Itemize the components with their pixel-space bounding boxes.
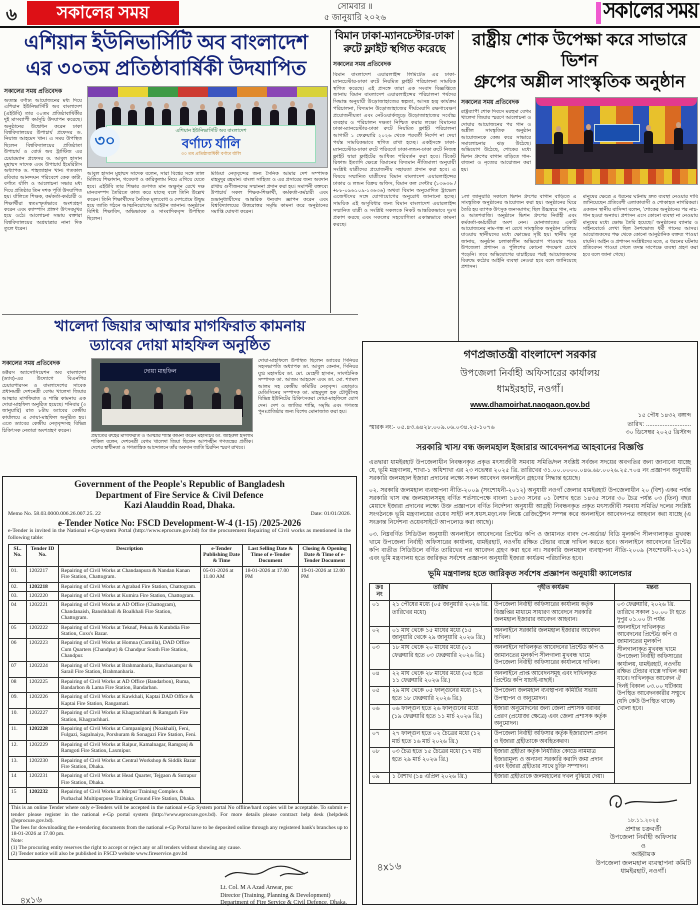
cell-sl: 05 [9,623,27,639]
logo-pink-bar-icon [596,2,601,24]
cell-desc: Repairing of Civil Works at Head Quarter, Tejgaon & Sutrapur Fire Station, Dhaka. [59,772,201,788]
jolmohal-signer-title1: উপজেলা নির্বাহী অফিসার [609,834,677,842]
aub-body-col1: অত্যন্ত বর্ণাঢ্য আয়োজনের মধ্য দিয়ে এশিয়ান ইউনিভার্সিটি অব বাংলাদেশ (এইউবি) তার ৩০তম প্রতিষ্ঠাবার্ষিকীর দুই মাসব্যাপী কর্মসূচি উদযাপন করেছে। অনুষ্ঠানের উদ্বোধন করেন ঢাকা বিশ্ববিদ্যালয়ের উপাচার্য প্রফেসর ড. নিয়াজ আহমেদ খান। এ সময় উপস্থিত ছিলেন বিশ্ববিদ্যালয়ের প্রতিষ্ঠাতা উপাচার্য ও বোর্ড অব ট্রাস্টিজ এর চেয়ারম্যান প্রফেসর ড. আবুল হাসান মুহাম্মদ সাদেক এবং উপাচার্য ইমেরিটাস অধ্যাপক ড. শাহজাহান খান। গতকাল রবিবার আনন্দঘন পরিবেশে কেক কাটা, বর্ণাঢ্য র্যালি ও আলোচনা সভার মধ্য দিয়ে প্রতিষ্ঠার তিন দশক পূর্তি উদযাপিত হয়। র্যালিতে শিক্ষক, কর্মকর্তা-কর্মচারী ও শিক্ষার্থীরা স্বতঃস্ফূর্তভাবে অংশগ্রহণ করেন এবং ক্যাম্পাস প্রাঙ্গণ উৎসবমুখর হয়ে ওঠে। আলোচনা সভায় বক্তারা বিশ্ববিদ্যালয়ের অগ্রযাত্রার নানা দিক তুলে ধরেন। [4,98,82,233]
col-date: তারিখ [390,583,492,601]
column-rule [458,30,459,342]
col-desc: Description [59,544,201,566]
jolmohal-gov-line3: ধামইরহাট, নওগাঁ। [496,384,564,395]
jolmohal-signer-title2: আহ্বায়ক [631,851,656,859]
cell-publishing-date: 05-01-2026 at 11.00 AM [201,566,243,803]
vision-headline-line2: গ্রুপের অশ্লীল সাংস্কৃতিক অনুষ্ঠান [473,73,686,91]
signature-icon [603,790,683,814]
tender-table-header [9,544,351,566]
column-rule [330,30,331,313]
jolmohal-notice [362,341,698,905]
cell-action: উপজেলা নির্বাহী অফিসার কর্তৃক ইজারাদেশ প্রদান ও ইজারা গ্রহীতাকে অবহিতকরণ। [492,730,615,748]
cell-id: 1202226 [27,693,59,709]
biman-body-p1: বিমান বাংলাদেশ এয়ারলাইন্স লিমিটেড এর ঢাকা-ম্যানচেস্টার-ঢাকা রুটে নিয়মিত ফ্লাইট পরিচালনা সাময়িক স্থগিত করেছে। এই প্রসঙ্গে তারা এক সংবাদ বিজ্ঞপ্তিতে জানায় বিমান বাংলাদেশ এয়ারলাইন্সের পরিচালনা পর্ষদের সিদ্ধান্ত অনুযায়ী উড়োজাহাজের স্বল্পতা, আসন্ন হজ্ব কার্যক্রম পরিচালনা, বিদ্যমান উড়োজাহাজের দীর্ঘমেয়াদি রক্ষণাবেক্ষণ প্রয়োজনীয়তা এবং নেটওয়ার্কজুড়ে উড়োজাহাজের সর্বোচ্চ ব্যবহার ও পরিচালন দক্ষতা নিশ্চিত করার লক্ষ্যে বিমানের ঢাকা-ম্যানচেস্টার-ঢাকা রুটে নিয়মিত ফ্লাইট পরিচালনা আগামী ১ ফেব্রুয়ারি ২০২৬ থেকে পরবর্তী নির্দেশ না দেয়া পর্যন্ত সাময়িকভাবে স্থগিত রাখা হচ্ছে। একইসঙ্গে ঢাকা-ম্যানচেস্টার-ঢাকা রুটে পরিবর্তে ঢাকা-লন্ডন-ঢাকা রুটে নিজস্ব ফ্লাইট দ্বারা ফ্লাইটের আধিক্য পরিবর্তন করা হবে। [333,72,456,160]
cell-desc: Repairing of Civil Works at Homna (Comilla), DAD Office Cum Quarters (Chandpur) & Chandpur South Fire Station, Chandpur. [59,639,201,661]
cell-action: ইজারা গ্রহীতা কর্তৃক নির্ধারিত কোডে নামমাত্র ইজারামূল্য ও অন্যান্য সরকারি করাদি জমা প্রদান এবং ইজারা গ্রহীতার সাথে চুক্তি সম্পাদন। [492,748,615,773]
cell-desc: Repairing of Civil Works at Chandanpura & Nandan Kanan Fire Station, Chattogram. [59,566,201,582]
signature-icon [220,864,310,882]
tender-footer [8,804,351,860]
calendar-header [370,583,691,601]
stage-valance [536,98,697,106]
cell-last-selling-date: 18-01-2026 at 17.00 PM [243,566,299,803]
dua-photo-caption: প্রয়াতের রুহের মাগফিরাত ও আত্মার শান্তি কামনা করেন মহাসচিব ডা. জহিরুল ইসলাম শাকিল বলেন, দেশনেত্রী বেগম খালেদা জিয়া ছিলেন আপসহীন গণতন্ত্রের প্রতীক। দেশের স্বাধীনতা ও গণতান্ত্রিক আন্দোলনে তাঁর অবদান জাতি চিরদিন স্মরণ রাখবে। [91,434,253,451]
cell-action: ইজারা গ্রহীতাকে জলমহালের দখল বুঝিয়ে দেয়া। [492,773,615,783]
cell-closing-date: 19-01-2026 at 12.00 PM [299,566,351,803]
cell-sl: 04 [9,601,27,623]
calendar-table [369,583,691,784]
article-aub [4,30,328,312]
masthead-date [290,1,420,23]
cell-desc: Repairing of Civil Works at Raipur, Kamalnagar, Ramgonj & Ramgoti Fire Station, Laxmipur. [59,740,201,756]
cell-desc: Repairing of Civil Works at Khagrachhari & Ramgarh Fire Station, Khagrachhari. [59,709,201,725]
cell-sl: 10. [9,709,27,725]
rally-photo [87,86,328,168]
vision-body-col2: ১লা জানুয়ারি সকালে ভিশন গ্রুপের বাগান বাড়িতে এ সাংস্কৃতিক অনুষ্ঠানের আয়োজন করা হয়। অনুষ্ঠানের ঘিরে তৈরি হয় ব্যাপক উৎসুক জনসমাগম; ছিল উচ্চস্বরে গান, নাচ ও আতশবাজি। অনুষ্ঠানে ভিশন গ্রুপের নির্বাহী এবং কর্মকর্তা-কর্মচারীরা অংশ নেন। মোনাজাতের একটি আয়োজনের নাম-গন্ধ না রেখে সাংস্কৃতিক অনুষ্ঠান চালিয়ে যাওয়ায় স্থানীয়দের মধ্যে ক্ষোভের সৃষ্টি হয়। স্থানীয় সূত্র জানায়, অনুষ্ঠান চলাকালীন অভিযোগ পাওয়ার পরও উপজেলা প্রশাসন ও পুলিশের কোনো পদক্ষেপ চোখে পড়েনি। তবে অভিযোগের যাচাইয়ের পরই আয়োজকদের বিরুদ্ধে কঠোর আইনি ব্যবস্থা নেওয়া হবে বলে জানিয়েছে প্রশাসন। [461,194,577,271]
tender-note-label: Note: [11,837,23,844]
tender-notice-no: e-Tender Notice No: FSCD Development-W-4 (1-15) /2025-2026 [57,518,302,528]
cell-remark: ০৩ ফেব্রুয়ারি, ২০২৬ খ্রি. তারিখে সকাল ১০.০০ টা হতে দুপুর ০১.০০ টা পর্যন্ত অনলাইনে দাখিলকৃত আবেদনের প্রিন্টেড কপি ও জামানতের মূলকপি সীলগালাকৃত মুখবন্ধ খামে উপজেলা নির্বাহী অফিসারের কার্যালয়, ধামইরহাট, নওগাঁয় রক্ষিত টেন্ডার বাক্সে দাখিল করা যাবে। দাখিলকৃত আবেদন ঐ দিনই বিকাল ০৩.০০ ঘটিকায় উপস্থিত আবেদনকারীর সম্মুখে (যদি কেউ উপস্থিত থাকে) খোলা হবে। [615,601,691,784]
date-label: তারিখ: ........................... [627,421,691,428]
cell-sl: 11. [9,724,27,740]
cell-no: ০৪ [370,669,390,687]
tender-date: Date: 01/01/2026. [310,511,351,517]
tender-signer-title1: Director (Training, Planning & Development) [220,892,331,899]
tender-signer-title2: Department of Fire Service & Civil Defence, Dhaka. [220,900,347,907]
cell-sl: 12. [9,740,27,756]
cell-sl: 13. [9,756,27,772]
cell-sl: 06 [9,639,27,661]
masthead-logo [596,1,698,25]
cell-no: ০৯ [370,773,390,783]
cell-id: 1202227 [27,709,59,725]
performer [554,132,563,154]
tender-foot-p2: The fees for downloading the e-tendering documents from the national e-Gp Portal have to be deposited online through any registered bank's branches up to 18-01-2026 at 17.00 pm. [11,824,348,838]
cell-desc: Repairing of Civil Works at Companigonj (Noakhali), Feni, Fulgazi, Sagalnaiya, Porshuram & Sonagazi Fire Station, Feni. [59,724,201,740]
performer [584,130,593,152]
jolmohal-para1: এতদ্বারা ধামইরহাট উপজেলাধীন নিবন্ধনকৃত প্রকৃত মৎস্যজীবী সমবায় সমিতি/দল সংশ্লিষ্ট সর্বজন সদয়ের অবগতির জন্য জানানো যাচ্ছে যে, ভূমি মন্ত্রণালয়, শাখা-১ অধিশাখা এর ২৩ নভেম্বর ২০২৫ খ্রি. তারিখের ৩১.০০.০০০০.০৪৬.৬৮.০০২৬.২৫.৭০৪ নং প্রজ্ঞাপন অনুযায়ী সরকারি জলমহাল ইজারা প্রদানের লক্ষ্যে সকল আবেদন অনলাইনে গ্রহণের সিদ্ধান্ত হয়েছে। [369,459,691,482]
table-row [9,566,351,582]
dua-byline: সকালের সময় প্রতিবেদক [2,361,61,367]
cell-date: ২৭ ফাল্গুন হতে ০২ চৈত্রের মধ্যে (১২ মার্চ হতে ১৬ মার্চ ২০২৬ খ্রি.) [390,730,492,748]
cell-sl: 09. [9,693,27,709]
masthead-date-line: ৫ জানুয়ারি ২০২৬ [323,12,387,22]
cell-desc: Repairing of Civil Works at Kumira Fire Station, Chattogram. [59,592,201,601]
jolmohal-signer-title3: উপজেলা জলমহাল ব্যবস্থাপনা কমিটি [595,859,691,867]
cell-id: 1202224 [27,661,59,677]
dua-photo-banner: দোয়া মাহফিল [100,363,220,381]
col-no: ক্রঃ নং [370,583,390,601]
jolmohal-signer-name: প্রশান্ত চক্রবর্তী [625,825,662,833]
signature-date: ১৮.১১.২০২৫ [627,818,660,825]
dua-body-col1: ডক্টরস অ্যাসোসিয়েশন অব বাংলাদেশ (ড্যাব)-এর উদ্যোগে বিএনপির চেয়ারপারসন ও বাংলাদেশের সাবেক প্রধানমন্ত্রী দেশনেত্রী বেগম খালেদা জিয়ার আত্মার মাগফিরাত ও শান্তি কামনায় এক দোয়া-মাহফিল অনুষ্ঠিত হয়েছে। শনিবার (৩ জানুয়ারি) রাত ৮টায় ড্যাবের কেন্দ্রীয় কার্যালয়ে এ দোয়া-মাহফিল অনুষ্ঠিত হয়। এতে ড্যাবের কেন্দ্রীয় নেতৃবৃন্দসহ বিভিন্ন চিকিৎসক নেতারা অংশগ্রহণ করেন। [2,370,86,434]
article-vision [461,30,698,342]
cell-desc: Repairing of Civil Works at Kawkhali, Kaptai DAD Office & Kaptai Fire Station, Rangamati. [59,693,201,709]
cell-action: উপজেলা নির্বাহী অফিসারের কার্যালয় কর্তৃক বিজ্ঞপ্তির মাধ্যমে সাধারণ আবেদনে সরকারি জলমহাল ইজারার আবেদন আহবান। [492,601,615,626]
cell-action: অনলাইনে সরকারি জলমহাল ইজারার আবেদন দাখিল। [492,626,615,644]
ad-size-mark: ৪x১৬ [376,861,402,874]
jolmohal-website-link[interactable]: www.dhamoirhat.naogaon.gov.bd [470,400,590,409]
flower-row [536,169,697,184]
article-biman [333,30,456,342]
vision-byline: সকালের সময় প্রতিবেদক [461,100,520,106]
cell-action: উপজেলা জলমহাল ব্যবস্থাপনা কমিটির সভায় উপস্থাপন ও অনুমোদন। [492,687,615,705]
tender-note2: (2) Tender notice will also be published in FSCD website www.fireservice.gov.bd [11,851,188,858]
tender-notice [2,476,357,905]
masthead-day: সোমবার ॥ [337,1,373,11]
cell-date: ০৩ চৈত্র হতে ১৫ চৈত্রের মধ্যে (১৭ মার্চ হতে ২৯ মার্চ ২০২৬ খ্রি.) [390,748,492,773]
jolmohal-gov-line1: গণপ্রজাতন্ত্রী বাংলাদেশ সরকার [463,349,597,361]
cell-desc: Repairing of Civil Works at Central Workshop & Siddik Bazar Fire Station, Dhaka. [59,756,201,772]
cell-id: 1202232 [27,788,59,804]
cell-id: 1202218 [27,582,59,591]
cell-sl: 15 [9,788,27,804]
stage-signboard [594,124,640,142]
cell-sl: 03. [9,592,27,601]
vision-headline-line1: রাষ্ট্রীয় শোক উপেক্ষা করে সাভারে ভিশন [472,31,687,70]
cell-id: 1202230 [27,756,59,772]
cell-id: 1202217 [27,566,59,582]
cell-id: 1202223 [27,639,59,661]
stage-photo [535,97,698,185]
cell-sl: 08 [9,677,27,693]
cell-date: ০৬ ফাল্গুন হতে ২৬ ফাল্গুনের মধ্যে (১৯ ফেব্রুয়ারি হতে ১১ মার্চ ২০২৬ খ্রি.) [390,705,492,730]
tender-memo: Memo No. 58.03.0000.006.26.007.25. 22 [8,511,101,517]
dua-headline-line2: ড্যাবের দোয়া মাহফিল অনুষ্ঠিত [89,337,271,354]
cell-action: অনলাইনে প্রাপ্ত আবেদনসমূহ এবং দাখিলকৃত প্রিন্টেড কপি যাচাই-বাছাই। [492,669,615,687]
jolmohal-para3: ০৩. নিম্নবর্ণিত সিডিউল অনুযায়ী অনলাইনে আবেদনের প্রিন্টেড কপি ও জামানত বাবদ পে-অর্ডার/ বিডি মূলকপি সীলগালাকৃত মুখবন্ধ খামে উপজেলা নির্বাহী অফিসারের কার্যালয়, ধামইরহাট, নওগাঁয় রক্ষিত টেন্ডার বাক্সে দাখিল করতে হবে। অনলাইনে আবেদনের প্রিন্টেড কপি ব্যতীত সিডিউলে বর্ণিত তারিখের পর আবেদন গ্রহণ করা হবে না। সরকারি জলমহাল ব্যবস্থাপনা নীতি-২০০৯ (সংশোধনী-২০১২) এবং ভূমি মন্ত্রণালয় হতে জারিকৃত সর্বশেষ প্রজ্ঞাপন অনুযায়ী ইজারা কার্যক্রম পরিচালিত হবে। [369,531,691,562]
cell-sl: 14 [9,772,27,788]
tender-note1: (1) The procuring entity reserves the right to accept or reject any or all tenders without showing any cause. [11,844,241,851]
dua-body-col3: দোয়া-মাহফিলে উপস্থিত ছিলেন ড্যাবের সিনিয়র সহসভাপতি অধ্যাপক ডা. আবুল কেনান, সিনিয়র যুগ্ম মহাসচিব ডা. মো. মেহেদী হাসান, সাংগঠনিক সম্পাদক ডা. আজম আহমেদ এবং ডা. মো. শ্যামল আলম সহ কেন্দ্রীয় কমিটির নেতৃবৃন্দ। এছাড়াও মেডিসিনের সম্পাদক ডা. মাহমুদুল হক চৌধুরীসহ বিভিন্ন ইউনিটের চিকিৎসকরা দোয়া-মাহফিলে যোগ দেন। দেশ ও জাতির শান্তি, সমৃদ্ধি এবং গণতন্ত্র পুনঃপ্রতিষ্ঠার জন্য বিশেষ মোনাজাত করা হয়। [258,358,358,416]
rally-banner [106,125,316,163]
jolmohal-gov-line2: উপজেলা নির্বাহী অফিসারের কার্যালয় [460,368,600,379]
ad-size-mark: ৪x১৬ [19,893,43,906]
cell-no: ০২ [370,626,390,644]
jolmohal-memo: স্মারক নং:- ০৫.৪৩.৬৪২৮.০০৯.০৬.০৩৪.২৫-১০৭৬ [369,424,495,431]
bangla-date: ১৫ পৌষ ১৪৩২ বঙ্গাব্দ [637,413,691,419]
biman-body-p2: টিকেট রিফান্ড ইত্যাদি ক্ষেত্রে বিমানের বিদ্যমান নীতিমালা অনুযায়ী সংশ্লিষ্ট যাত্রীদের প্রয়োজনীয় সহায়তা প্রদান করা হবে। এ বিষয়ে সম্মানিত যাত্রীদের বিমান বাংলাদেশ এয়ারলাইন্সের ঢাকার ও লন্ডন বিক্রয় অফিস, বিমান কল সেন্টার (১৩৬৩৬ / +৮৮-০৯৬১০৯-১৩৬৩৬) অথবা বিমান অনুমোদিত ট্রাভেল এজেন্টদের সঙ্গে যোগাযোগের অনুরোধ জানানো হচ্ছে। সাময়িক এই অসুবিধার জন্য বিমান বাংলাদেশ এয়ারলাইন্স সম্মানিত যাত্রী ও সংশ্লিষ্ট সকলকে নিকট আন্তরিকভাবে দুঃখ প্রকাশ করছে এবং সকলের সহযোগিতা একান্তভাবে কামনা করছে। [333,153,456,228]
aub-headline-line1: এশিয়ান ইউনিভার্সিটি অব বাংলাদেশ [24,32,308,54]
rally-banner-sub-text: ৩০ তম প্রতিষ্ঠাবার্ষিকী বর্ণাঢ্য র্যালি [181,151,241,156]
cell-action: ইজারা অনুমোদনের জন্য জেলা প্রশাসক বরাবর প্রেরণ (প্রযোজ্য ক্ষেত্রে) এবং জেলা প্রশাসক কর্তৃক অনুমোদন। [492,705,615,730]
tender-signer-name: Lt. Col. M A Azad Anwar, psc [220,885,293,892]
cell-date: ১৮ মাঘ থেকে ২০ মাঘের মধ্যে (০১ ফেব্রুয়ারি হতে ০৩ ফেব্রুয়ারি ২০২৬ খ্রি.) [390,644,492,669]
cell-action: অনলাইনে দাখিলকৃত আবেদনের প্রিন্টেড কপি ও জামানতের মূলকপি সীলগালা মুখবন্ধ খামে উপজেলা নির্বাহী অফিসারের কার্যালয়ে দাখিল। [492,644,615,669]
dua-headline-line1: খালেদা জিয়ার আত্মার মাগফিরাত কামনায় [54,318,306,335]
rally-banner-main-text: বর্ণাঢ্য র্যালি [181,136,241,151]
calendar-title: ভূমি মন্ত্রণালয় হতে জারিকৃত সর্বশেষ প্রজ্ঞাপন অনুযায়ী ক্যালেন্ডার [428,568,632,578]
gregorian-date: ৩০ ডিসেম্বর ২০২৫ খ্রিস্টাব্দ [625,430,691,436]
col-sell: Last Selling Date & Time of e-Tender Document [243,544,299,566]
masthead-title: সকালের সময় [27,1,179,25]
performer [644,131,653,153]
cell-id: 1202231 [27,772,59,788]
tender-foot-p1: This is an online Tender where only e-Tenders will be accepted in the national e-Gp System portal No offline/hard copies will be acceptable. To submit e-tender please register in the national e-Gp portal system (http://www.eprocure.gov.bd). For more details please contract help desk (helpdesk @eprocure.gov.bd). [11,805,348,825]
col-id: Tender ID No. [27,544,59,566]
biman-byline: সকালের সময় প্রতিবেদক [333,62,392,68]
jolmohal-signer-title4: ধামইরহাট, নওগাঁ। [620,868,667,876]
masthead-logo-text: সকালের সময় [603,0,698,24]
rally-banner-top-text: এশিয়ান ইউনিভার্সিটি অব বাংলাদেশ [175,128,247,134]
aub-byline: সকালের সময় প্রতিবেদক [4,89,63,95]
cell-date: ২৯ মাঘ থেকে ০৫ ফাল্গুনের মধ্যে (১২ হতে ১৮ ফেব্রুয়ারি ২০২৬ খ্রি.) [390,687,492,705]
tender-gov-line2: Department of Fire Service & Civil Defence [95,490,264,500]
cell-id: 1202221 [27,601,59,623]
col-close: Closing & Opening Date & Time of e- Tender Document [299,544,351,566]
cell-desc: Repairing of Civil Works at Mirpur Training Complex & Purbachal Multipurpose Training Ground Fire Station, Dhaka. [59,788,201,804]
tender-table [8,544,351,804]
cell-sl: 07 [9,661,27,677]
aub-30-logo-icon: ৩০ [90,127,120,157]
cell-no: ০৬ [370,705,390,730]
aub-body-col3: মিডিয়া নেতৃবৃন্দের জন্য সৈনিক আমার দেশ সম্পাদক মাহমুদুর রহমান। বাংলা সাহিত্য ও এর প্রসারের জন্য অবদান রাখায় গুণীজনদের সম্মাননা প্রদান করা হয়। সমাপনী বক্তব্যে উপাচার্য সকল শিক্ষক-শিক্ষার্থী, কর্মকর্তা-কর্মচারী এবং শুভানুধ্যায়ীদের আন্তরিক ধন্যবাদ জ্ঞাপন করেন এবং বিশ্ববিদ্যালয়ের উত্তরোত্তর সমৃদ্ধি কামনা করে অনুষ্ঠানের সমাপ্তি ঘোষণা করেন। [210,171,328,216]
biman-headline: বিমান ঢাকা-ম্যানচেস্টার-ঢাকা রুটে ফ্লাইট স্থগিত করেছে [334,30,455,55]
vision-body-col1: রাষ্ট্রব্যাপী শোক দিবসে মরহুমা বেগম খালেদা জিয়ার স্মরণে আলোচনা ও দোয়ার আয়োজনের পর গান ও অশ্লীল সাংস্কৃতিক অনুষ্ঠান আয়োজনকে কেন্দ্র করে সাভারে সমালোচনার ঝড় উঠেছে। অভিযোগ উঠেছে, শোকের মধ্যে ভিশন গ্রুপের বাগান বাড়িতে গান-বাজনা ও নৃত্যের আয়োজন করা হয়। [461,109,531,173]
cell-date: ২২ মাঘ থেকে ২৮ মাঘের মধ্যে (০৫ হতে ১১ ফেব্রুয়ারি ২০২৬ খ্রি.) [390,669,492,687]
aub-body-col2: আবুল হাসান মুহাম্মদ সাদেক বলেন, সারা বিশ্বের সঙ্গে তাল মিলিয়ে শিক্ষাদান, গবেষণা ও কারিকুলাম নিয়ে এগিয়ে যেতে হবে। এইউবি তার শিক্ষার গুণগত মান অক্ষুণ্ন রেখে দক্ষ মানবসম্পদ তৈরিতে কাজ করে যাচ্ছে বলে তিনি উল্লেখ করেন। তিনি শিক্ষার্থীদের নৈতিক মূল্যবোধ ও দেশপ্রেমে উদ্বুদ্ধ হয়ে জাতি গঠনে আত্মনিয়োগের আহ্বান জানান। অনুষ্ঠানে বিশিষ্ট শিক্ষাবিদ, অভিভাবক ও সাংবাদিকবৃন্দ উপস্থিত ছিলেন। [87,171,205,222]
cell-no: ০১ [370,601,390,626]
jolmohal-signer-and: ও [640,842,646,850]
cell-id: 1202222 [27,623,59,639]
cell-no: ০৭ [370,730,390,748]
cell-id: 1202220 [27,592,59,601]
cell-no: ০৫ [370,687,390,705]
cell-date: ২১ পৌষের মধ্যে (০৫ জানুয়ারি ২০২৬ খ্রি. তারিখের মধ্যে) [390,601,492,626]
tender-gov-line1: Government of the People's Republic of Bangladesh [74,480,285,490]
tender-gov-line3: Kazi Alauddin Road, Dhaka. [124,500,235,510]
article-dua [2,314,358,474]
jolmohal-title: সরকারি খাস/ বন্ধ জলমহাল ইজারার আবেদনপত্র আহবানের বিজ্ঞপ্তি [416,441,644,452]
page-number: ৬ [6,5,18,24]
cell-id: 1202229 [27,740,59,756]
col-pub: e-Tender Publishing Date & Time [201,544,243,566]
dua-mahfil-photo [91,358,253,432]
vision-body-col3: মানুষের ক্ষেত্রে এ ধরনের ঘটনায় দ্রুত ব্যবস্থা নেওয়ার দাবি জানিয়েছেন প্রতিবেশী এলাকাবাসী ও শোকাহত নাগরিকরা। একজন স্থানীয় বাসিন্দা বলেন, 'শোকের অনুষ্ঠানের পর নাচ-গান হওয়া অন্যায়। প্রশাসন এসে কোনো ব্যবস্থা না নেওয়ায় মানুষের মধ্যে ক্ষোভ তৈরি হয়েছে।' অনুষ্ঠানের ব্যানার ও সাইনবোর্ডে লেখা ছিল নৈশভোজ ধর্মী গানের আসর। আয়োজকদের পক্ষ থেকে কোনো আনুষ্ঠানিক বক্তব্য পাওয়া যায়নি। আইন ও প্রশাসন সংশ্লিষ্টদের মতে, এ ধরনের ঘটনায় প্রতিবেদন পাওয়া গেলে তদন্ত সাপেক্ষে ব্যবস্থা গ্রহণ করা হবে বলে জানা গেছে। [582,194,698,258]
cell-id: 1202228 [27,724,59,740]
performer [674,128,683,150]
tender-intro: e-Tender is invited in the National e-Gp-system Portal (http://www.eprocure.gov.bd) for the procurement Repairing of Civil works as mentioned in the following table: [8,528,351,541]
cell-sl: 01. [9,566,27,582]
cell-sl: 02. [9,582,27,591]
col-remark: মন্তব্য [615,583,691,601]
aub-headline-line2: এর ৩০তম প্রতিষ্ঠাবার্ষিকী উদযাপিত [25,58,307,80]
biman-body [333,72,456,320]
cell-desc: Repairing of Civil Works at Agrabad Fire Station, Chattogram. [59,582,201,591]
cell-desc: Repairing of Civil Works at AD Office (Bandarbon), Ruma, Bandarbon & Lama Fire Station, Bandarban. [59,677,201,693]
cell-date: ১ বৈশাখ (১৪ এপ্রিল ২০২৬ খ্রি.) [390,773,492,783]
masthead [0,0,700,28]
col-sl: SL. No. [9,544,27,566]
cell-date: ০১ মাঘ থেকে ১৫ মাঘের মধ্যে (১৫ জানুয়ারি থেকে ২৯ জানুয়ারি ২০২৬ খ্রি.) [390,626,492,644]
table-row [370,601,691,626]
cell-desc: Repairing of Civil Works at AD Office (Chattogram), Chandanaish, Banshkhali & Boalkhali Fire Station, Chattogram. [59,601,201,623]
cell-no: ০৮ [370,748,390,773]
cell-desc: Repairing of Civil Works at Teknaf, Pekua & Kutubdia Fire Station, Coxs's Bazar. [59,623,201,639]
col-action: গৃহীত কার্যক্রম [492,583,615,601]
meeting-table [102,409,242,425]
cell-desc: Repairing of Civil Works at Brahmanbaria, Banchasampur & Sarail Fire Station, Brahmanbaria. [59,661,201,677]
cell-id: 1202225 [27,677,59,693]
cell-no: ০৩ [370,644,390,669]
jolmohal-para2: ০২. সরকারি জলমহাল ব্যবস্থাপনা নীতি-২০০৯ (সংশোধনী-২০১২) অনুযায়ী নওগাঁ জেলার ধামইরহাট উপজেলাধীন ২০ (বিশ) একর পর্যন্ত সরকারি খাস বদ্ধ জলমহালসমূহ বর্ণিত শর্তসাপেক্ষে বাংলা ১৪৩৩ সনের ০১ বৈশাখ হতে ১৪৩৫ সনের ৩০ চৈত্র পর্যন্ত ০৩ (তিন) বছর মেয়াদে ইজারা প্রদানের লক্ষ্যে উক্ত প্রজ্ঞাপনে বর্ণিত নির্দেশনা অনুযায়ী আগ্রহী নিবন্ধনকৃত প্রকৃত মৎস্যজীবী সমবায় সমিতি/ দলের সংশ্লিষ্ট সংগঠনকে ভূমি মন্ত্রণালয়ের ওয়েব সাইট লস.ষধস.মড়া.নফ লিঙ্কে রেজিস্ট্রেশন সম্পন্ন করে অনলাইনে আবেদনপত্র আহবান করা যাচ্ছে (এ সংক্রান্ত নির্দেশনা ওয়েবসাইটে আপলোড করা আছে)। [369,487,691,526]
